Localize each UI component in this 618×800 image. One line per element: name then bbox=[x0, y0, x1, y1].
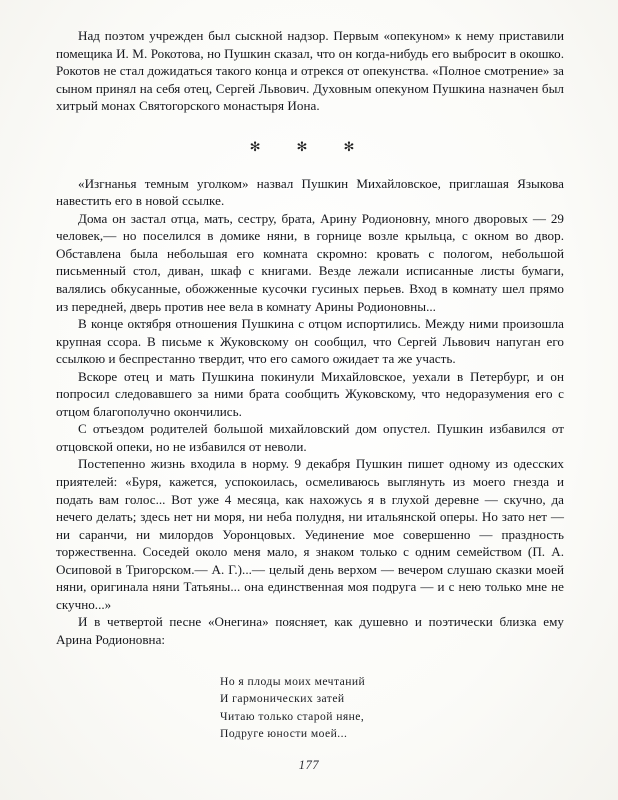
paragraph-3: Дома он застал отца, мать, сестру, брата, Арину Родионовну, много дворовых — 29 человек,— но поселился в домике няни, в горнице возле крыльца, с окном во двор. Обставлена была небольшая его комната скромно: кровать с пологом, небольшой письменный стол, диван, шкаф с книгами. Везде лежали исписанные листы бумаги, валялись обкусанные, обожженные кусочки гусиных перьев. Вход в комнату шел прямо из передней, дверь против нее вела в комнату Арины Родионовны... bbox=[56, 210, 564, 314]
paragraph-4: В конце октября отношения Пушкина с отцом испортились. Между ними произошла крупная ссора. В письме к Жуковскому он сообщил, что Сергей Львович напуган его ссылкою и беспрестанно твердит, что его самого ожидает та же участь. bbox=[56, 316, 564, 367]
spacer-after-separator bbox=[56, 161, 564, 175]
verse-line-3: Читаю только старой няне, bbox=[220, 709, 365, 723]
paragraph-6: С отъездом родителей большой михайловский дом опустел. Пушкин избавился от отцовской опеки, но не избавился от неволи. bbox=[56, 421, 564, 454]
asterisk-icon-3: ✻ bbox=[343, 139, 355, 155]
spacer-before-separator bbox=[56, 115, 564, 131]
paragraph-2: «Изгнанья темным уголком» назвал Пушкин Михайловское, приглашая Языкова навестить его в новой ссылке. bbox=[56, 175, 564, 209]
asterisk-separator bbox=[48, 131, 556, 161]
paragraph-7: Постепенно жизнь входила в норму. 9 декабря Пушкин пишет одному из одесских приятелей: «Буря, кажется, успокоилась, осмеливаюсь выглянуть из моего гнезда и подать вам голос... Вот уже 4 месяца, как нахожусь я в глухой деревне — скучно, да нечего делать; здесь нет ни моря, ни неба полудня, ни итальянской оперы. Но зато нет — ни саранчи, ни милордов Уоронцовых. Уединение мое совершенно — праздность торжественна. Соседей около меня мало, я знаком только с одним семейством (П. А. Осиповой в Тригорском.— А. Г.)...— целый день верхом — вечером слушаю сказки моей няни, оригинала няни Татьяны... она единственная моя подруга — и с нею только мне не скучно...» bbox=[56, 456, 564, 612]
page-text-column bbox=[56, 27, 564, 743]
paragraph-5: Вскоре отец и мать Пушкина покинули Михайловское, уехали в Петербург, и он попросил следовавшего за ними брата сообщить Жуковскому, что недоразумения его с отцом благополучно окончились. bbox=[56, 368, 564, 419]
asterisk-icon-1: ✻ bbox=[249, 139, 261, 155]
verse-line-4: Подруге юности моей... bbox=[220, 727, 348, 741]
verse-line-2: И гармонических затей bbox=[220, 692, 345, 706]
page-number: 177 bbox=[298, 758, 320, 772]
asterisk-icon-2: ✻ bbox=[296, 139, 308, 155]
verse-quotation bbox=[56, 649, 564, 743]
verse-line-1: Но я плоды моих мечтаний bbox=[220, 674, 366, 688]
paragraph-8: И в четвертой песне «Онегина» поясняет, как душевно и поэтически близка ему Арина Родионовна: bbox=[56, 614, 564, 647]
paragraph-1: Над поэтом учрежден был сыскной надзор. Первым «опекуном» к нему приставили помещика И. М. Рокотова, но Пушкин сказал, что он когда-нибудь его выбросит в окошко. Рокотов не стал дожидаться такого конца и отрекся от опекунства. «Полное смотрение» за сыном принял на себя отец, Сергей Львович. Духовным опекуном Пушкина назначен был хитрый монах Святогорского монастыря Иона. bbox=[56, 28, 564, 114]
